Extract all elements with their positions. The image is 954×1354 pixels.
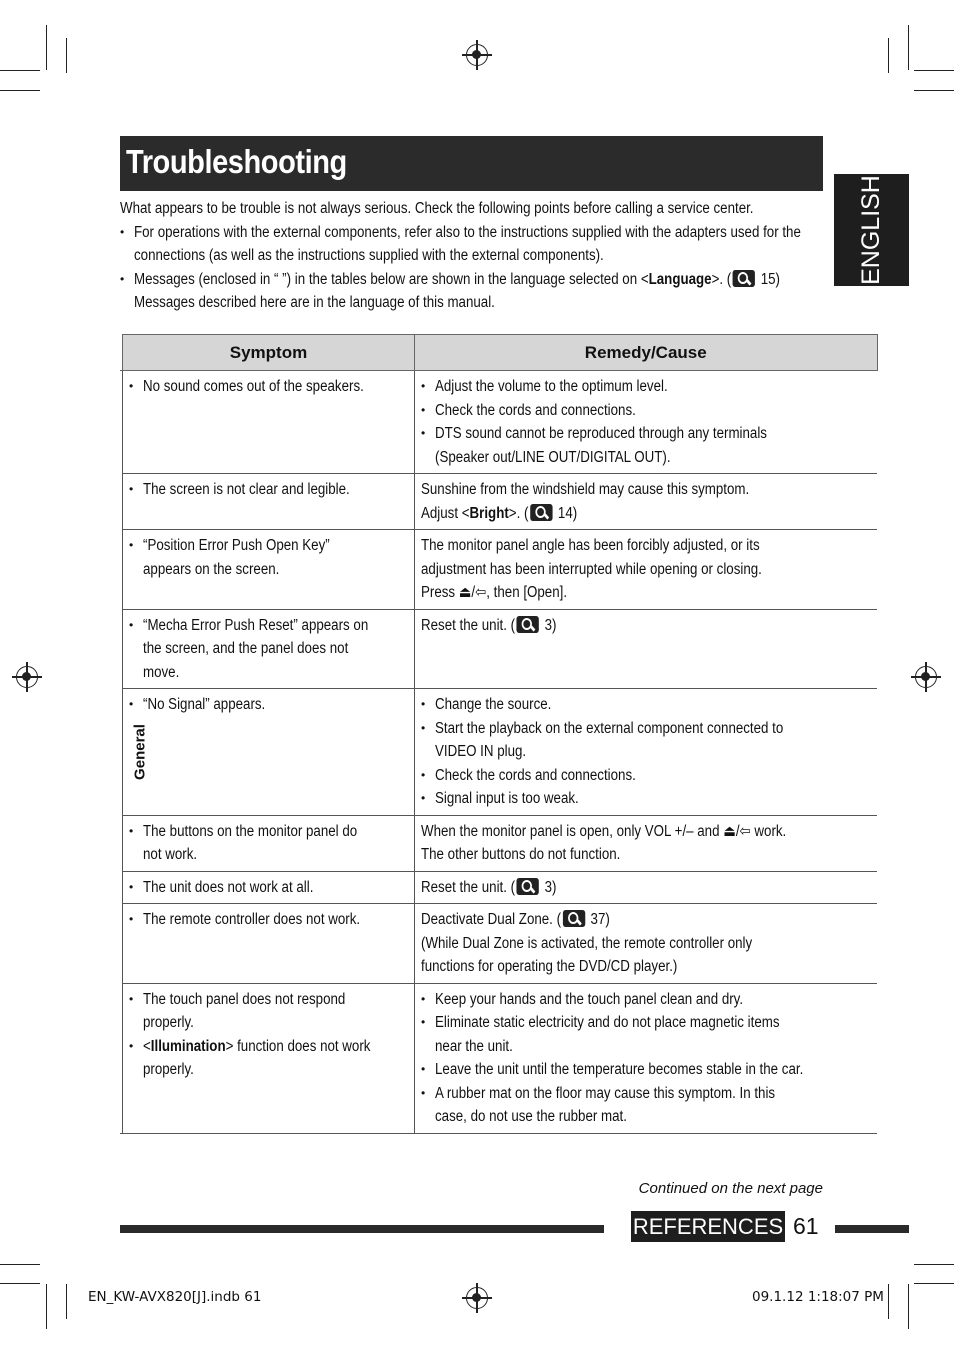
symptom-text: “Position Error Push Open Key” appears on the screen. <box>143 537 330 578</box>
search-ref-icon <box>563 910 585 927</box>
remedy-cell <box>415 815 878 871</box>
table-header-row <box>120 335 877 371</box>
page-ref: 37) <box>590 911 610 928</box>
intro-bullet <box>120 221 825 268</box>
symptom-text: “Mecha Error Push Reset” appears on the screen, and the panel does not move. <box>143 616 369 681</box>
symptom-cell <box>123 815 415 871</box>
symptom-text: < <box>143 1037 151 1055</box>
intro-bullet-text: Messages described here are in the language of this manual. <box>134 294 495 311</box>
registration-mark-icon <box>466 1287 488 1309</box>
setting-name: Illumination <box>150 1037 226 1055</box>
symptom-text: The buttons on the monitor panel do not work. <box>143 822 358 863</box>
remedy-text: When the monitor panel is open, only VOL +/– and <box>421 822 720 840</box>
search-ref-icon <box>517 878 539 895</box>
remedy-text: (While Dual Zone is activated, the remote controller only functions for operating the DVD/CD player.) <box>421 934 753 975</box>
crop-mark <box>914 70 954 71</box>
remedy-text: Signal input is too weak. <box>435 790 579 807</box>
table-row <box>120 689 877 816</box>
remedy-cell <box>415 689 878 816</box>
crop-mark <box>0 1264 40 1265</box>
symptom-cell <box>123 871 415 904</box>
remedy-cell <box>415 871 878 904</box>
page-number: 61 <box>793 1213 819 1239</box>
remedy-text: >. ( <box>508 504 529 522</box>
symptom-header: Symptom <box>123 335 415 371</box>
registration-mark-icon <box>466 44 488 66</box>
symptom-cell <box>123 983 415 1133</box>
symptom-cell <box>123 371 415 474</box>
page-ref: 14) <box>557 504 578 522</box>
crop-mark <box>0 1283 40 1284</box>
crop-mark <box>914 1264 954 1265</box>
symptom-text: The unit does not work at all. <box>143 878 314 896</box>
page-title: Troubleshooting <box>126 143 347 180</box>
table-row <box>120 474 877 530</box>
symptom-text: The touch panel does not respond properly. <box>143 990 346 1031</box>
remedy-text: Adjust the volume to the optimum level. <box>435 378 668 395</box>
crop-mark <box>908 1284 909 1329</box>
crop-mark <box>888 38 889 73</box>
remedy-text: Sunshine from the windshield may cause this symptom. <box>421 481 750 498</box>
crop-mark <box>908 25 909 70</box>
crop-mark <box>914 1283 954 1284</box>
crop-mark <box>46 25 47 70</box>
troubleshooting-table <box>120 334 878 1134</box>
remedy-cell <box>415 904 878 984</box>
remedy-text: Deactivate Dual Zone. ( <box>421 911 562 928</box>
intro-bullet-text: >. ( <box>711 270 732 288</box>
table-row <box>120 815 877 871</box>
crop-mark <box>46 1284 47 1329</box>
remedy-cell <box>415 371 878 474</box>
category-label: General <box>131 723 149 780</box>
remedy-text: Check the cords and connections. <box>435 401 636 419</box>
remedy-text: Check the cords and connections. <box>435 766 636 784</box>
remedy-cell <box>415 530 878 610</box>
crop-mark <box>66 1284 67 1319</box>
remedy-text: Press <box>421 584 456 601</box>
eject-icon: ⏏/⇦, <box>458 584 490 601</box>
eject-icon: ⏏/⇦ <box>723 822 751 840</box>
table-row <box>120 871 877 904</box>
registration-mark-icon <box>915 666 937 688</box>
remedy-text: Eliminate static electricity and do not place magnetic items near the unit. <box>435 1014 780 1055</box>
remedy-text: A rubber mat on the floor may cause this symptom. In this case, do not use the rubber mat. <box>435 1084 776 1125</box>
intro-lead: What appears to be trouble is not always serious. Check the following points before calling a service center. <box>120 200 754 217</box>
remedy-cell <box>415 474 878 530</box>
symptom-text: “No Signal” appears. <box>143 696 266 713</box>
footer-rule <box>835 1225 909 1233</box>
table-row <box>120 371 877 474</box>
table-row <box>120 983 877 1133</box>
crop-mark <box>0 90 40 91</box>
intro-list <box>120 221 825 315</box>
intro-bullet-text: For operations with the external components, refer also to the instructions supplied with the adapters used for the <box>134 223 801 241</box>
intro-bullet <box>120 268 825 315</box>
intro-bullet-text: connections (as well as the instructions supplied with the external components). <box>134 247 604 264</box>
remedy-text: Reset the unit. ( <box>421 878 516 896</box>
setting-name: Language <box>648 270 712 288</box>
search-ref-icon <box>530 504 552 521</box>
registration-mark-icon <box>16 666 38 688</box>
search-ref-icon <box>733 270 755 287</box>
crop-mark <box>0 70 40 71</box>
remedy-text: then [Open]. <box>493 584 568 601</box>
table-row <box>120 609 877 689</box>
continued-note: Continued on the next page <box>638 1180 823 1197</box>
symptom-text: The remote controller does not work. <box>143 911 361 928</box>
symptom-cell <box>123 904 415 984</box>
remedy-text: Leave the unit until the temperature becomes stable in the car. <box>435 1061 804 1078</box>
remedy-text: Start the playback on the external component connected to VIDEO IN plug. <box>435 719 784 760</box>
remedy-text: Adjust < <box>421 504 470 522</box>
remedy-text: Keep your hands and the touch panel clean and dry. <box>435 990 744 1008</box>
title-bar <box>120 136 823 191</box>
table-row <box>120 530 877 610</box>
intro-bullet-text: Messages (enclosed in “ ”) in the tables below are shown in the language selected on < <box>134 270 649 288</box>
remedy-text: DTS sound cannot be reproduced through any terminals (Speaker out/LINE OUT/DIGITAL OUT). <box>435 425 767 466</box>
page-ref: 15) <box>760 270 780 288</box>
search-ref-icon <box>517 616 539 633</box>
symptom-text: > function does not work properly. <box>143 1037 371 1078</box>
remedy-cell <box>415 609 878 689</box>
symptom-text: No sound comes out of the speakers. <box>143 378 364 395</box>
category-cell <box>120 371 149 1134</box>
slug-file: EN_KW-AVX820[J].indb 61 <box>88 1289 262 1305</box>
setting-name: Bright <box>469 504 509 522</box>
table-row <box>120 904 877 984</box>
remedy-text: Reset the unit. ( <box>421 616 516 634</box>
remedy-header: Remedy/Cause <box>415 335 878 371</box>
footer-rule <box>120 1225 604 1233</box>
crop-mark <box>66 38 67 73</box>
section-label: REFERENCES <box>631 1211 785 1242</box>
symptom-cell <box>123 530 415 610</box>
symptom-cell <box>123 474 415 530</box>
crop-mark <box>888 1284 889 1319</box>
page-ref: 3) <box>544 878 557 896</box>
remedy-text: The monitor panel angle has been forcibly adjusted, or its adjustment has been interrupted while opening or closing. <box>421 537 762 578</box>
language-tab <box>834 174 909 286</box>
language-tab-label: ENGLISH <box>857 175 885 285</box>
remedy-text: Change the source. <box>435 696 552 713</box>
slug-date: 09.1.12 1:18:07 PM <box>752 1289 884 1305</box>
page-ref: 3) <box>544 616 557 634</box>
crop-mark <box>914 90 954 91</box>
symptom-text: The screen is not clear and legible. <box>143 481 350 498</box>
intro-section <box>120 197 825 315</box>
symptom-cell <box>123 609 415 689</box>
remedy-cell <box>415 983 878 1133</box>
symptom-cell <box>123 689 415 816</box>
remedy-text: work. The other buttons do not function. <box>421 822 787 863</box>
